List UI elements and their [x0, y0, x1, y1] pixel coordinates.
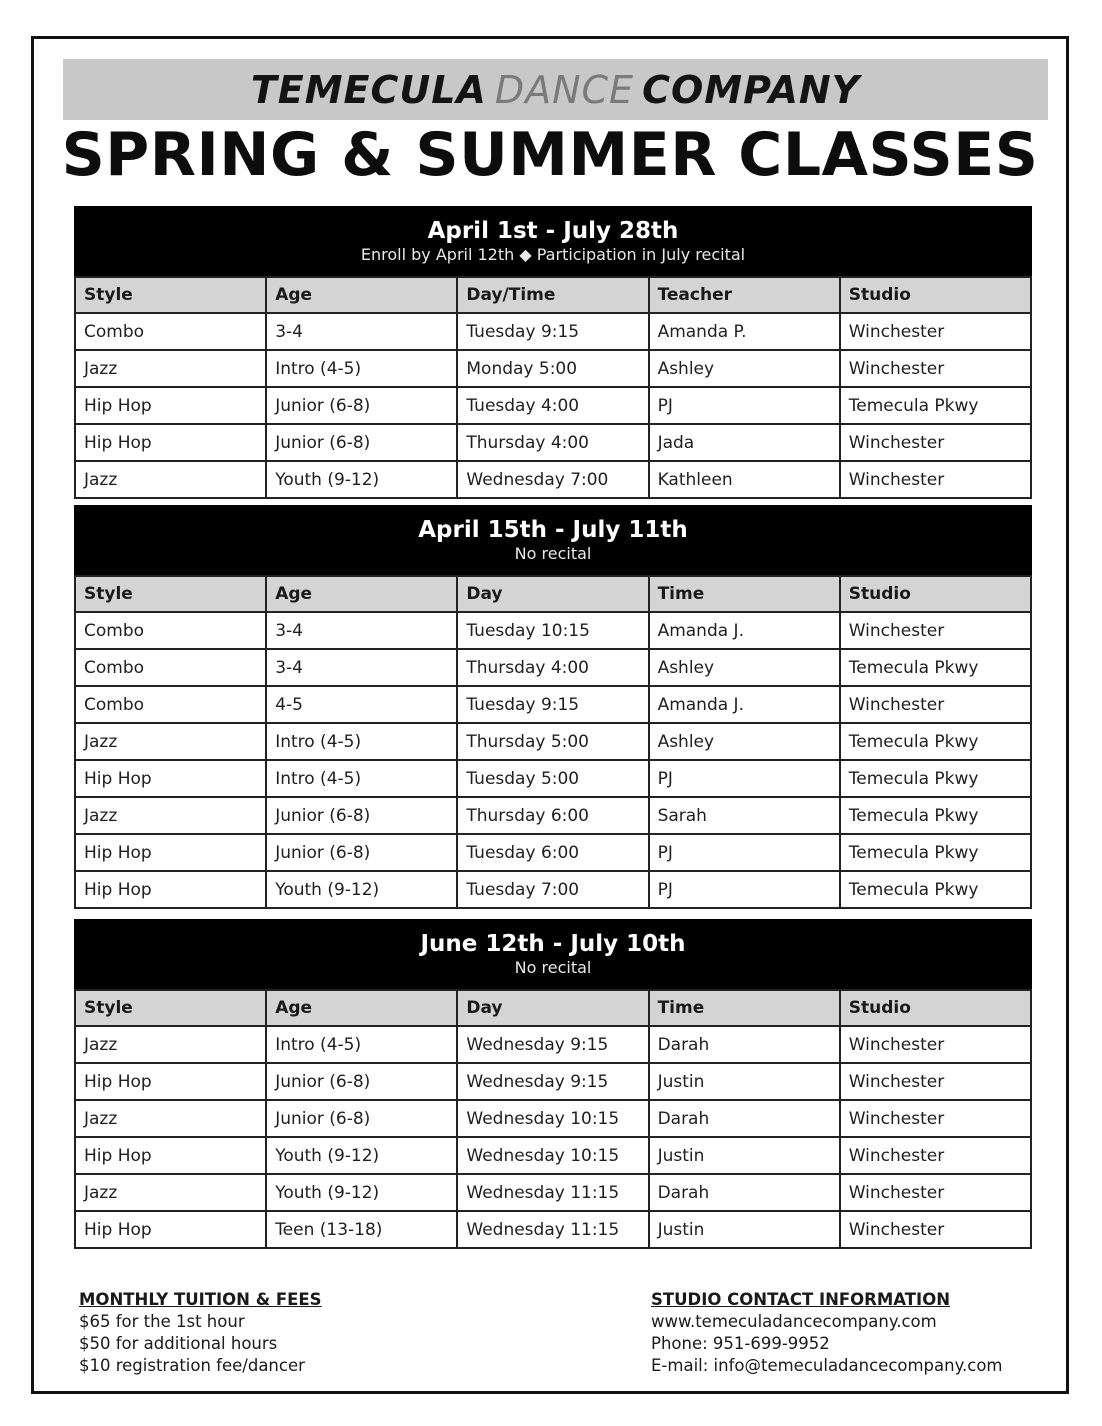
- section-subtitle: Enroll by April 12th ◆ Participation in July recital: [360, 245, 746, 264]
- cell-day: Wednesday 9:15: [457, 1026, 648, 1063]
- table-row: [75, 1137, 1031, 1174]
- cell-day: Tuesday 4:00: [457, 387, 648, 424]
- cell-style: Jazz: [75, 1100, 266, 1137]
- brand-banner: [63, 59, 1048, 120]
- cell-teacher: Amanda P.: [649, 313, 840, 350]
- cell-style: Hip Hop: [75, 871, 266, 908]
- cell-studio: Winchester: [840, 1137, 1031, 1174]
- table-row: [75, 686, 1031, 723]
- table-row: [75, 313, 1031, 350]
- cell-style: Combo: [75, 313, 266, 350]
- cell-day: Tuesday 5:00: [457, 760, 648, 797]
- col-header-studio: Studio: [840, 576, 1031, 612]
- cell-teacher: PJ: [649, 387, 840, 424]
- cell-style: Jazz: [75, 797, 266, 834]
- cell-age: Intro (4-5): [266, 350, 457, 387]
- cell-day: Wednesday 11:15: [457, 1211, 648, 1248]
- cell-time: Amanda J.: [649, 612, 840, 649]
- col-header-time: Time: [649, 576, 840, 612]
- cell-time: Justin: [649, 1211, 840, 1248]
- tuition-line: $65 for the 1st hour: [79, 1312, 245, 1331]
- cell-style: Jazz: [75, 1026, 266, 1063]
- cell-age: 3-4: [266, 313, 457, 350]
- cell-style: Jazz: [75, 350, 266, 387]
- col-header-teacher: Teacher: [649, 277, 840, 313]
- cell-day: Monday 5:00: [457, 350, 648, 387]
- tuition-line: $50 for additional hours: [79, 1334, 278, 1353]
- cell-studio: Temecula Pkwy: [840, 649, 1031, 686]
- table-row: [75, 834, 1031, 871]
- table-row: [75, 649, 1031, 686]
- cell-studio: Temecula Pkwy: [840, 760, 1031, 797]
- cell-studio: Temecula Pkwy: [840, 723, 1031, 760]
- cell-time: PJ: [649, 760, 840, 797]
- cell-day: Tuesday 6:00: [457, 834, 648, 871]
- cell-age: 4-5: [266, 686, 457, 723]
- table-row: [75, 387, 1031, 424]
- section-header: [74, 919, 1032, 989]
- cell-age: Youth (9-12): [266, 1174, 457, 1211]
- cell-age: Junior (6-8): [266, 834, 457, 871]
- table-row: [75, 612, 1031, 649]
- cell-time: Darah: [649, 1100, 840, 1137]
- cell-time: Ashley: [649, 723, 840, 760]
- col-header-style: Style: [75, 576, 266, 612]
- cell-day: Tuesday 10:15: [457, 612, 648, 649]
- section-header: [74, 505, 1032, 575]
- table-row: [75, 723, 1031, 760]
- cell-time: Justin: [649, 1063, 840, 1100]
- cell-style: Combo: [75, 686, 266, 723]
- col-header-studio: Studio: [840, 277, 1031, 313]
- section-header: [74, 206, 1032, 276]
- cell-style: Hip Hop: [75, 760, 266, 797]
- brand-word-2: DANCE: [494, 68, 635, 112]
- cell-style: Combo: [75, 612, 266, 649]
- schedule-table: [74, 276, 1032, 499]
- table-row: [75, 871, 1031, 908]
- cell-age: 3-4: [266, 612, 457, 649]
- col-header-age: Age: [266, 990, 457, 1026]
- table-row: [75, 1100, 1031, 1137]
- page-title: SPRING & SUMMER CLASSES: [61, 120, 1039, 190]
- tuition-line: $10 registration fee/dancer: [79, 1356, 305, 1375]
- schedule-table: [74, 575, 1032, 909]
- cell-age: Youth (9-12): [266, 461, 457, 498]
- cell-teacher: Jada: [649, 424, 840, 461]
- table-header-row: [75, 277, 1031, 313]
- cell-studio: Winchester: [840, 1174, 1031, 1211]
- col-header-studio: Studio: [840, 990, 1031, 1026]
- website-link[interactable]: www.temeculadancecompany.com: [651, 1312, 937, 1331]
- schedule-table: [74, 989, 1032, 1249]
- cell-time: Justin: [649, 1137, 840, 1174]
- cell-day: Wednesday 7:00: [457, 461, 648, 498]
- cell-age: Junior (6-8): [266, 424, 457, 461]
- cell-studio: Winchester: [840, 1211, 1031, 1248]
- col-header-day: Day/Time: [457, 277, 648, 313]
- cell-day: Wednesday 11:15: [457, 1174, 648, 1211]
- cell-age: Youth (9-12): [266, 1137, 457, 1174]
- cell-studio: Winchester: [840, 1100, 1031, 1137]
- cell-age: Junior (6-8): [266, 797, 457, 834]
- cell-style: Hip Hop: [75, 1211, 266, 1248]
- cell-day: Tuesday 9:15: [457, 313, 648, 350]
- cell-studio: Winchester: [840, 461, 1031, 498]
- cell-style: Hip Hop: [75, 387, 266, 424]
- cell-studio: Winchester: [840, 1063, 1031, 1100]
- contact-info: [651, 1289, 1003, 1377]
- cell-time: Amanda J.: [649, 686, 840, 723]
- schedule-section-2: [74, 505, 1032, 909]
- cell-age: 3-4: [266, 649, 457, 686]
- section-title: April 15th - July 11th: [418, 517, 688, 543]
- cell-teacher: Kathleen: [649, 461, 840, 498]
- cell-day: Thursday 5:00: [457, 723, 648, 760]
- cell-day: Thursday 4:00: [457, 424, 648, 461]
- cell-day: Wednesday 9:15: [457, 1063, 648, 1100]
- cell-studio: Temecula Pkwy: [840, 871, 1031, 908]
- cell-day: Tuesday 9:15: [457, 686, 648, 723]
- cell-time: Darah: [649, 1026, 840, 1063]
- brand-logo: [63, 67, 1048, 113]
- cell-style: Jazz: [75, 1174, 266, 1211]
- phone-number: Phone: 951-699-9952: [651, 1334, 830, 1353]
- cell-studio: Temecula Pkwy: [840, 387, 1031, 424]
- cell-day: Wednesday 10:15: [457, 1100, 648, 1137]
- table-header-row: [75, 576, 1031, 612]
- table-row: [75, 350, 1031, 387]
- section-subtitle: No recital: [514, 958, 592, 977]
- cell-time: PJ: [649, 834, 840, 871]
- section-title: June 12th - July 10th: [420, 931, 686, 957]
- cell-style: Combo: [75, 649, 266, 686]
- tuition-info: [79, 1289, 322, 1377]
- col-header-time: Time: [649, 990, 840, 1026]
- cell-studio: Winchester: [840, 1026, 1031, 1063]
- table-row: [75, 1026, 1031, 1063]
- schedule-section-1: [74, 206, 1032, 499]
- cell-studio: Temecula Pkwy: [840, 834, 1031, 871]
- table-row: [75, 461, 1031, 498]
- cell-age: Intro (4-5): [266, 760, 457, 797]
- col-header-age: Age: [266, 277, 457, 313]
- table-row: [75, 1174, 1031, 1211]
- cell-age: Youth (9-12): [266, 871, 457, 908]
- cell-age: Intro (4-5): [266, 1026, 457, 1063]
- flyer-page: [31, 36, 1069, 1394]
- cell-time: Sarah: [649, 797, 840, 834]
- cell-style: Hip Hop: [75, 1063, 266, 1100]
- cell-time: Darah: [649, 1174, 840, 1211]
- brand-word-3: COMPANY: [642, 68, 861, 112]
- section-title: April 1st - July 28th: [427, 218, 679, 244]
- table-row: [75, 797, 1031, 834]
- cell-age: Junior (6-8): [266, 387, 457, 424]
- cell-style: Hip Hop: [75, 834, 266, 871]
- cell-style: Jazz: [75, 723, 266, 760]
- cell-age: Junior (6-8): [266, 1100, 457, 1137]
- cell-studio: Winchester: [840, 424, 1031, 461]
- table-row: [75, 760, 1031, 797]
- cell-style: Jazz: [75, 461, 266, 498]
- cell-day: Wednesday 10:15: [457, 1137, 648, 1174]
- email-link[interactable]: E-mail: info@temeculadancecompany.com: [651, 1356, 1003, 1375]
- cell-time: PJ: [649, 871, 840, 908]
- cell-style: Hip Hop: [75, 1137, 266, 1174]
- col-header-age: Age: [266, 576, 457, 612]
- cell-day: Thursday 4:00: [457, 649, 648, 686]
- cell-time: Ashley: [649, 649, 840, 686]
- tuition-heading: MONTHLY TUITION & FEES: [79, 1290, 322, 1309]
- col-header-style: Style: [75, 277, 266, 313]
- cell-style: Hip Hop: [75, 424, 266, 461]
- table-header-row: [75, 990, 1031, 1026]
- cell-studio: Winchester: [840, 612, 1031, 649]
- col-header-style: Style: [75, 990, 266, 1026]
- cell-day: Thursday 6:00: [457, 797, 648, 834]
- cell-studio: Winchester: [840, 686, 1031, 723]
- section-subtitle: No recital: [514, 544, 592, 563]
- col-header-day: Day: [457, 990, 648, 1026]
- table-row: [75, 1063, 1031, 1100]
- cell-studio: Temecula Pkwy: [840, 797, 1031, 834]
- cell-age: Junior (6-8): [266, 1063, 457, 1100]
- col-header-day: Day: [457, 576, 648, 612]
- cell-age: Teen (13-18): [266, 1211, 457, 1248]
- cell-age: Intro (4-5): [266, 723, 457, 760]
- cell-day: Tuesday 7:00: [457, 871, 648, 908]
- cell-studio: Winchester: [840, 350, 1031, 387]
- schedule-section-3: [74, 919, 1032, 1249]
- contact-heading: STUDIO CONTACT INFORMATION: [651, 1290, 951, 1309]
- table-row: [75, 424, 1031, 461]
- cell-studio: Winchester: [840, 313, 1031, 350]
- brand-word-1: TEMECULA: [250, 68, 487, 112]
- cell-teacher: Ashley: [649, 350, 840, 387]
- table-row: [75, 1211, 1031, 1248]
